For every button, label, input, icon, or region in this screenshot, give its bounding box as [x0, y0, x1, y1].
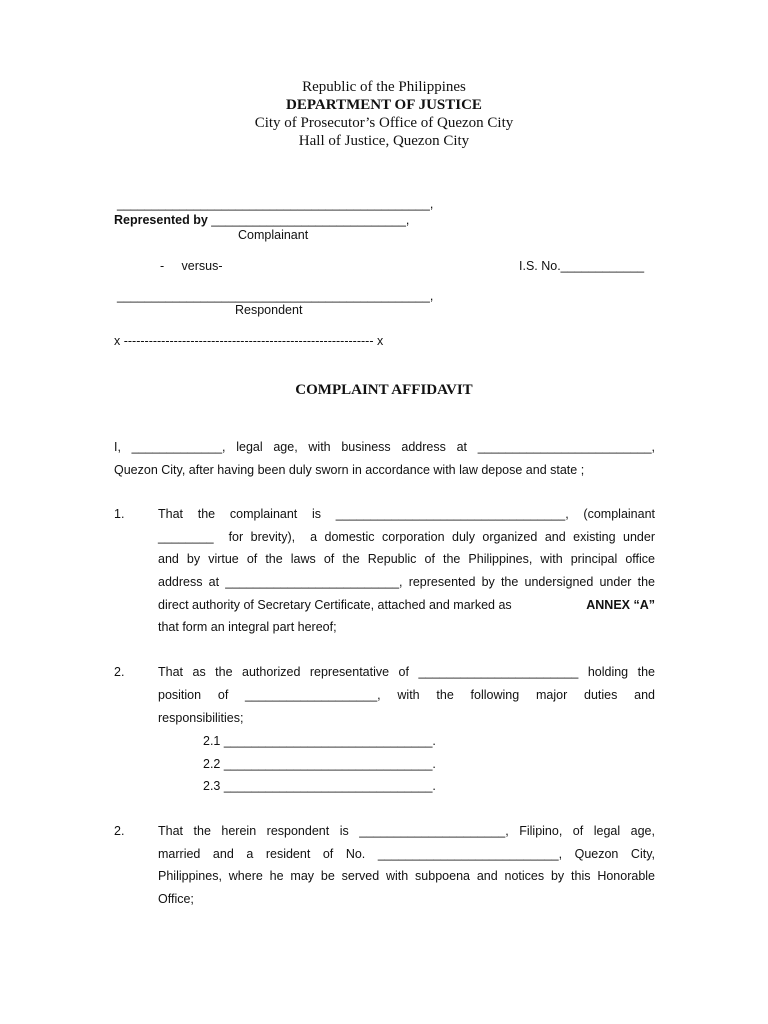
paragraph-line: Philippines, where he may be served with subpoena and notices by this Honorable: [158, 869, 655, 883]
respondent-name-blank: _____________________________________________,: [117, 289, 434, 303]
paragraph-number: 2.: [114, 824, 125, 838]
complainant-name-blank: _____________________________________________,: [117, 197, 434, 211]
intro-line-1: I, _____________, legal age, with business address at _________________________,: [114, 440, 655, 454]
paragraph-line: That the herein respondent is _____________________, Filipino, of legal age,: [158, 824, 655, 838]
paragraph-line: and by virtue of the laws of the Republic of the Philippines, with principal office: [158, 552, 655, 566]
header-republic: Republic of the Philippines: [302, 79, 466, 95]
represented-by-label: Represented by: [114, 213, 208, 227]
paragraph-number: 2.: [114, 665, 125, 679]
header-office: City of Prosecutor’s Office of Quezon City: [254, 115, 514, 131]
duty-item: 2.2 ______________________________.: [203, 757, 436, 771]
annex-line: [158, 594, 655, 617]
intro-line-2: Quezon City, after having been duly sworn in accordance with law depose and state ;: [114, 463, 585, 477]
paragraph-number: 1.: [114, 507, 125, 521]
paragraph-line: that form an integral part hereof;: [158, 620, 337, 634]
paragraph-line: direct authority of Secretary Certificate, attached and marked as: [158, 598, 512, 612]
respondent-label: Respondent: [235, 303, 303, 317]
complainant-label: Complainant: [238, 228, 309, 242]
annex-label: ANNEX “A”: [586, 598, 655, 612]
paragraph-line: address at _________________________, represented by the undersigned under the: [158, 575, 655, 589]
paragraph-line: ________ for brevity), a domestic corporation duly organized and existing under: [158, 530, 655, 544]
paragraph-line: Office;: [158, 892, 194, 906]
paragraph-line: That as the authorized representative of _______________________ holding the: [158, 665, 655, 679]
versus-label: - versus-: [160, 259, 223, 273]
paragraph-line: position of ___________________, with the following major duties and: [158, 688, 655, 702]
header-department: DEPARTMENT OF JUSTICE: [286, 97, 482, 113]
paragraph-line: responsibilities;: [158, 711, 244, 725]
is-number: I.S. No.____________: [519, 259, 645, 273]
duty-item: 2.1 ______________________________.: [203, 734, 436, 748]
caption-separator: x ------------------------------------------------------------ x: [114, 334, 384, 348]
represented-by-row: [114, 213, 409, 227]
represented-by-blank: ____________________________,: [211, 213, 410, 227]
paragraph-line: married and a resident of No. __________________________, Quezon City,: [158, 847, 655, 861]
document-title: COMPLAINT AFFIDAVIT: [295, 382, 473, 398]
header-hall: Hall of Justice, Quezon City: [298, 133, 470, 149]
duty-item: 2.3 ______________________________.: [203, 779, 436, 793]
paragraph-line: That the complainant is _________________________________, (complainant: [158, 507, 655, 521]
